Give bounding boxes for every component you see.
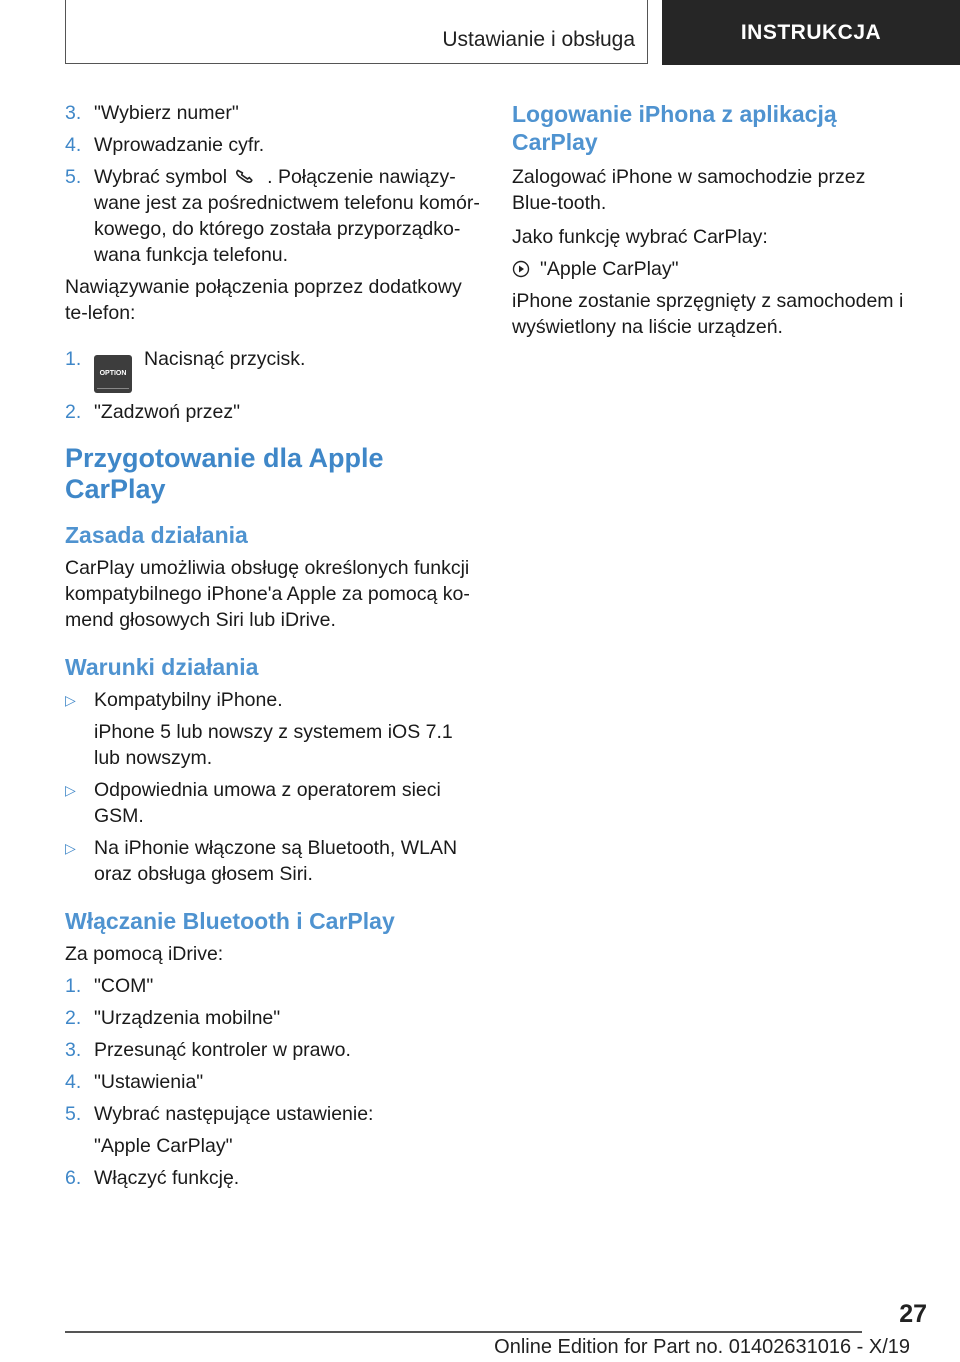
list-item: ▷ Odpowiednia umowa z operatorem sieci GSM. [65,779,441,827]
list-item: 4. "Ustawienia" [65,1071,204,1093]
list-item: ▷ Na iPhonie włączone są Bluetooth, WLAN oraz obsługa głosem Siri. [65,837,458,885]
list-item: 2. "Urządzenia mobilne" [65,1007,281,1029]
list-item: 4. Wprowadzanie cyfr. [65,134,265,156]
triangle-bullet-icon: ▷ [65,840,76,856]
additional-phone-text: Nawiązywanie połączenia poprzez dodatkowy te-lefon: [65,276,462,324]
list-item: 6. Włączyć funkcję. [65,1167,240,1189]
play-circle-icon [512,260,530,278]
right-column [512,100,912,340]
footer-edition: Online Edition for Part no. 01402631016 - X/19 [494,1336,910,1358]
footer-divider [65,1331,862,1333]
phone-handset-icon [233,166,261,186]
login-text: Zalogować iPhone w samochodzie przez Blue-tooth. [512,166,866,214]
enable-steps-list [65,973,480,1191]
triangle-bullet-icon: ▷ [65,782,76,798]
heading-principle: Zasada działania [65,522,248,548]
principle-text: CarPlay umożliwia obsługę określonych funkcji kompatybilnego iPhone'a Apple za pomocą ko-mend głosowych Siri lub iDrive. [65,557,470,631]
select-text: Jako funkcję wybrać CarPlay: [512,226,768,248]
conditions-list [65,687,480,887]
header-section-title: Ustawianie i obsługa [442,28,635,51]
heading-login: Logowanie iPhona z aplikacją CarPlay [512,101,837,155]
list-item: 2. "Zadzwoń przez" [65,401,241,423]
result-text: iPhone zostanie sprzęgnięty z samochodem i wyświetlony na liście urządzeń. [512,290,904,338]
select-item: "Apple CarPlay" [512,256,912,282]
list-item: 3. Przesunąć kontroler w prawo. [65,1039,351,1061]
list-item: ▷ Kompatybilny iPhone. iPhone 5 lub nowszy z systemem iOS 7.1 lub nowszym. [65,689,453,769]
page-number: 27 [899,1300,927,1328]
phone-steps-list [65,100,480,268]
list-item: 5. Wybrać następujące ustawienie: "Apple CarPlay" [65,1103,374,1157]
heading-conditions: Warunki działania [65,654,259,680]
list-item: 1. "COM" [65,975,154,997]
header-tab-instrukcja[interactable]: INSTRUKCJA [662,0,960,65]
enable-intro: Za pomocą iDrive: [65,943,224,965]
list-item: 3. "Wybierz numer" [65,102,239,124]
option-button-icon: OPTION [94,355,132,393]
list-item: 5. Wybrać symbol . Połączenie nawiązy-wane jest za pośrednictwem telefonu komór-kowego, do którego została przyporządko-wana funkcja telefonu. [65,166,480,266]
list-item: 1. OPTIONNacisnąć przycisk. [65,346,480,393]
additional-phone-steps [65,346,480,425]
heading-carplay-prep: Przygotowanie dla Apple CarPlay [65,443,384,504]
left-column [65,100,480,1197]
heading-enable: Włączanie Bluetooth i CarPlay [65,908,395,934]
triangle-bullet-icon: ▷ [65,692,76,708]
